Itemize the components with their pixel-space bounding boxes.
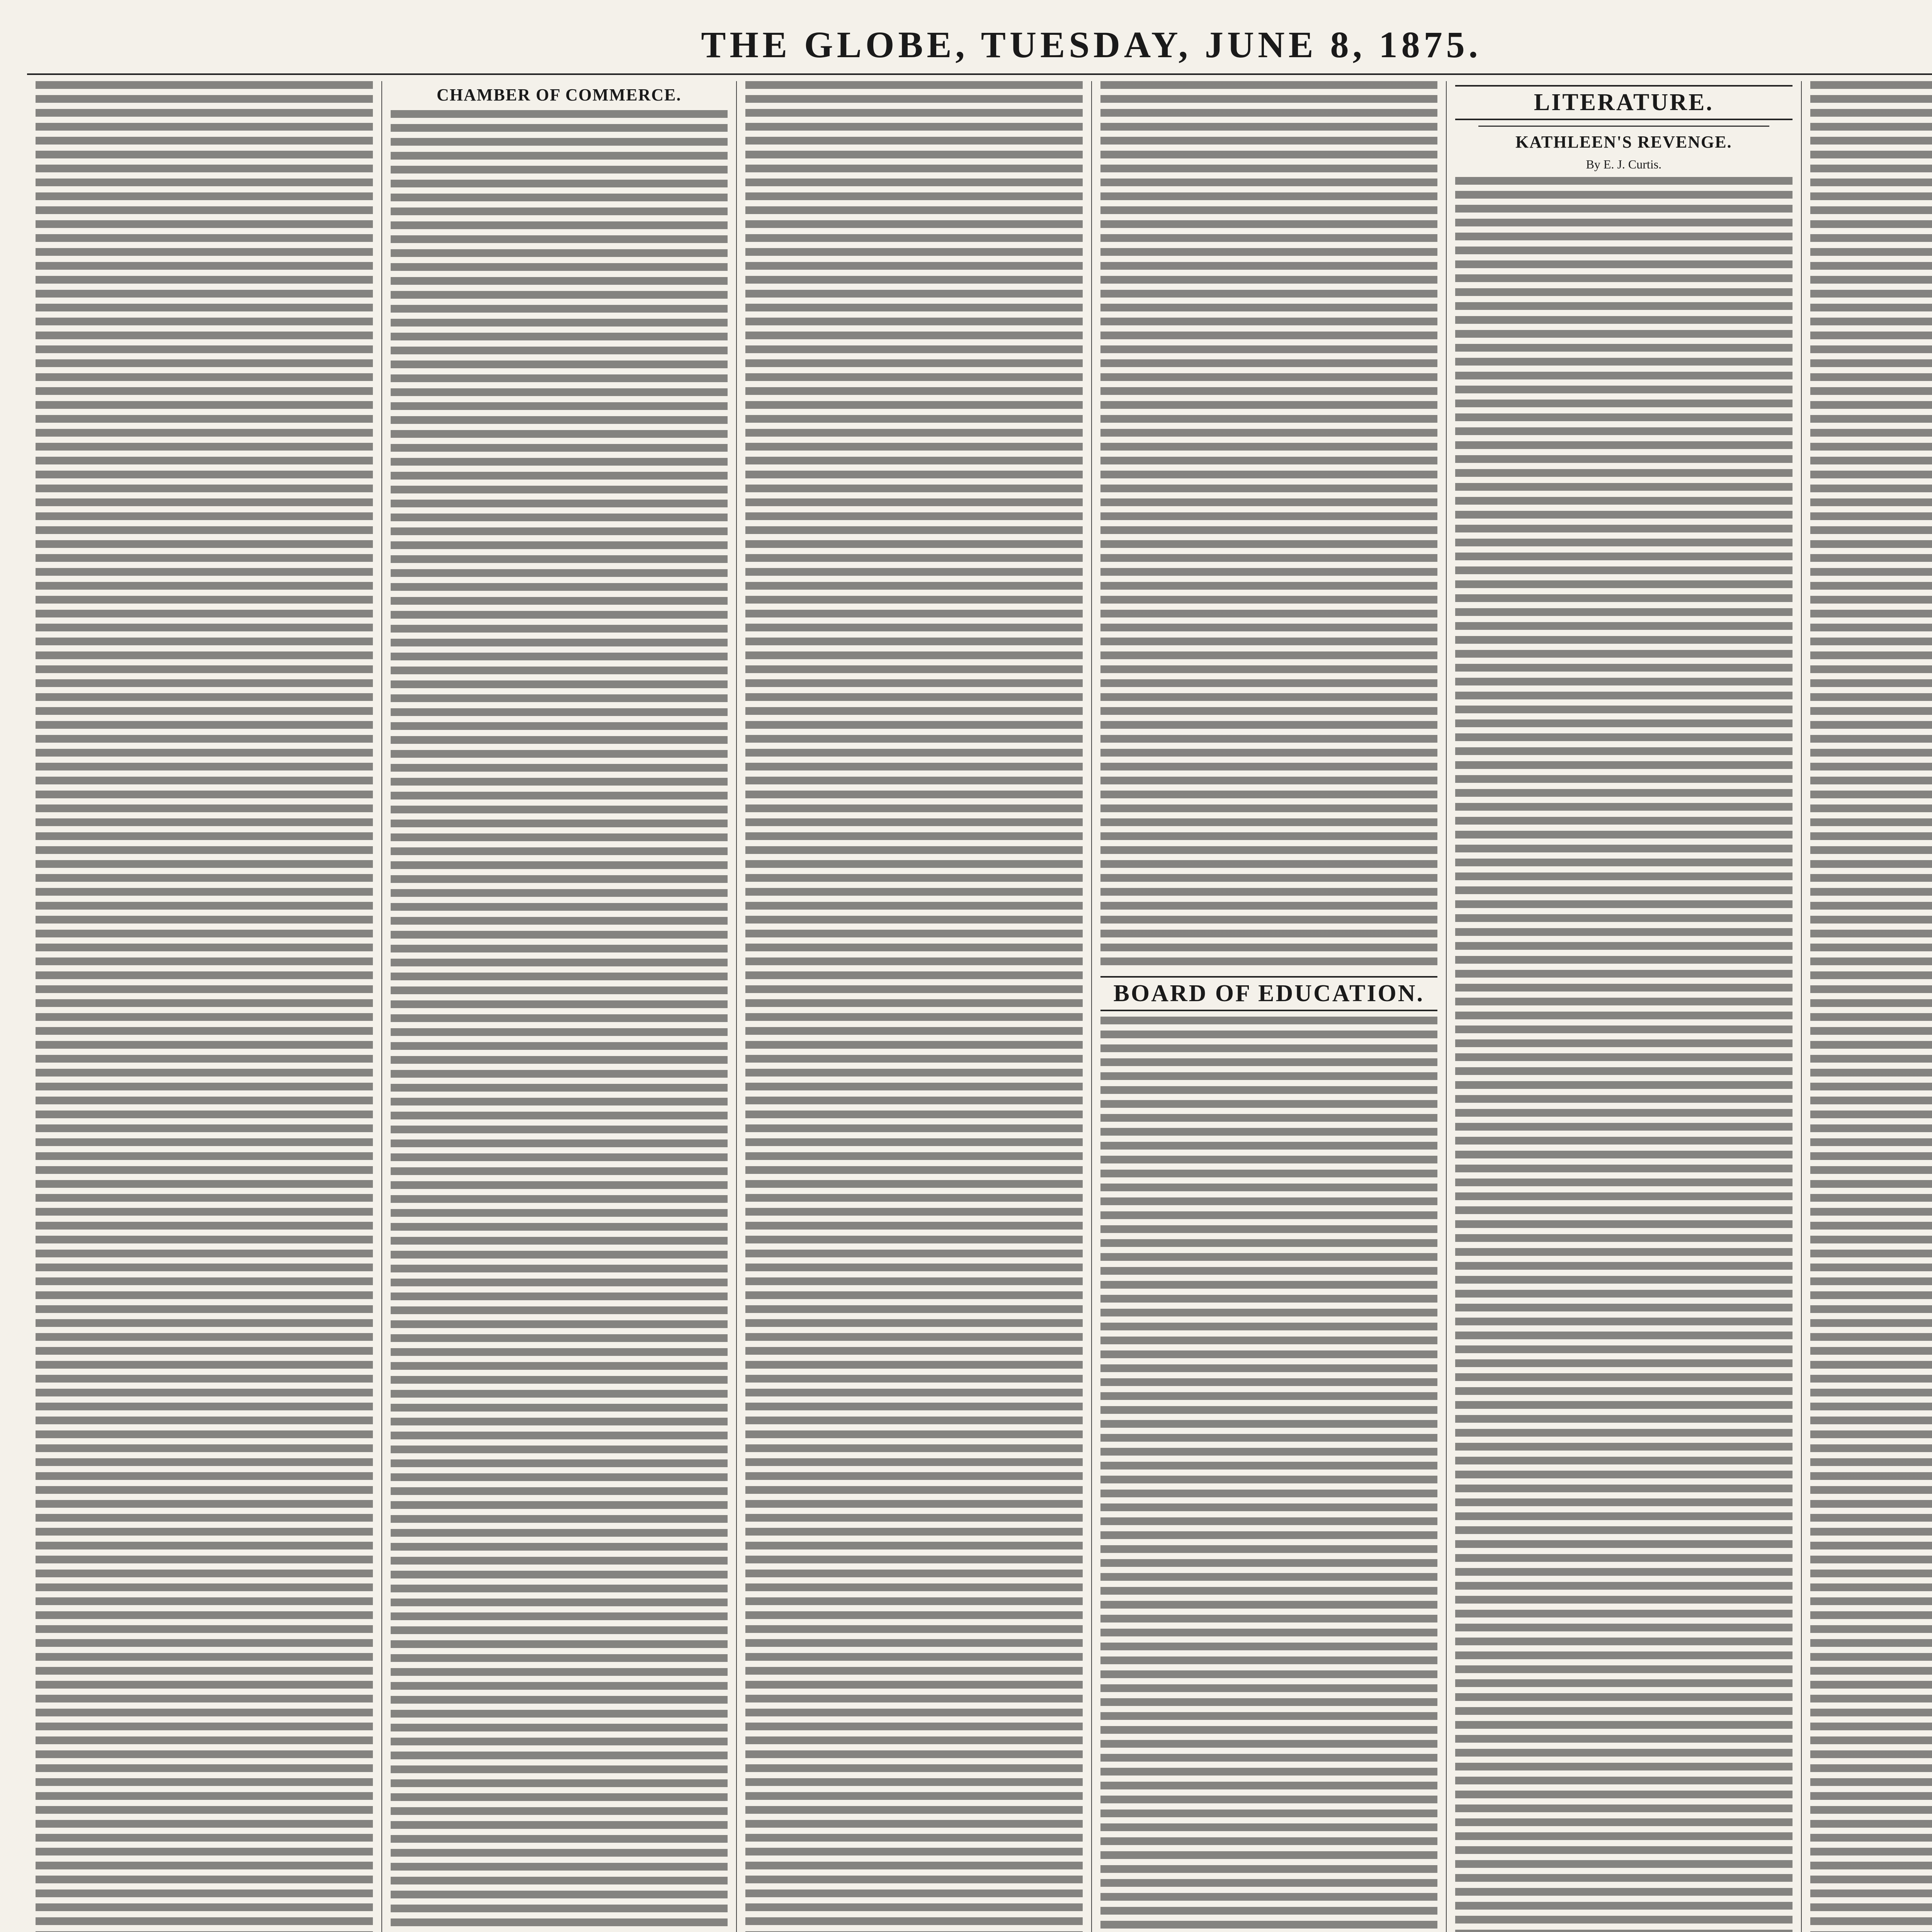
column-text bbox=[391, 110, 728, 1932]
column-2 bbox=[382, 81, 737, 1932]
story-title: KATHLEEN'S REVENGE. bbox=[1455, 132, 1793, 152]
section-heading-literature: LITERATURE. bbox=[1455, 85, 1793, 120]
divider bbox=[1478, 126, 1769, 127]
column-1 bbox=[27, 81, 382, 1932]
column-text bbox=[745, 81, 1083, 1932]
columns bbox=[27, 81, 1932, 1932]
column-3 bbox=[737, 81, 1092, 1932]
section-heading-chamber: CHAMBER OF COMMERCE. bbox=[391, 85, 728, 105]
story-author: By E. J. Curtis. bbox=[1455, 157, 1793, 172]
column-text bbox=[1455, 177, 1793, 1932]
column-6 bbox=[1802, 81, 1932, 1932]
column-5 bbox=[1447, 81, 1802, 1932]
section-heading-board: BOARD OF EDUCATION. bbox=[1100, 976, 1438, 1011]
column-text bbox=[1100, 81, 1438, 970]
masthead bbox=[27, 15, 1932, 75]
column-text bbox=[1100, 1017, 1438, 1932]
column-4 bbox=[1092, 81, 1447, 1932]
masthead-title: THE GLOBE, TUESDAY, JUNE 8, 1875. bbox=[701, 24, 1482, 65]
column-text bbox=[36, 81, 373, 1932]
column-text bbox=[1810, 81, 1932, 1932]
newspaper-page bbox=[27, 15, 1932, 1932]
